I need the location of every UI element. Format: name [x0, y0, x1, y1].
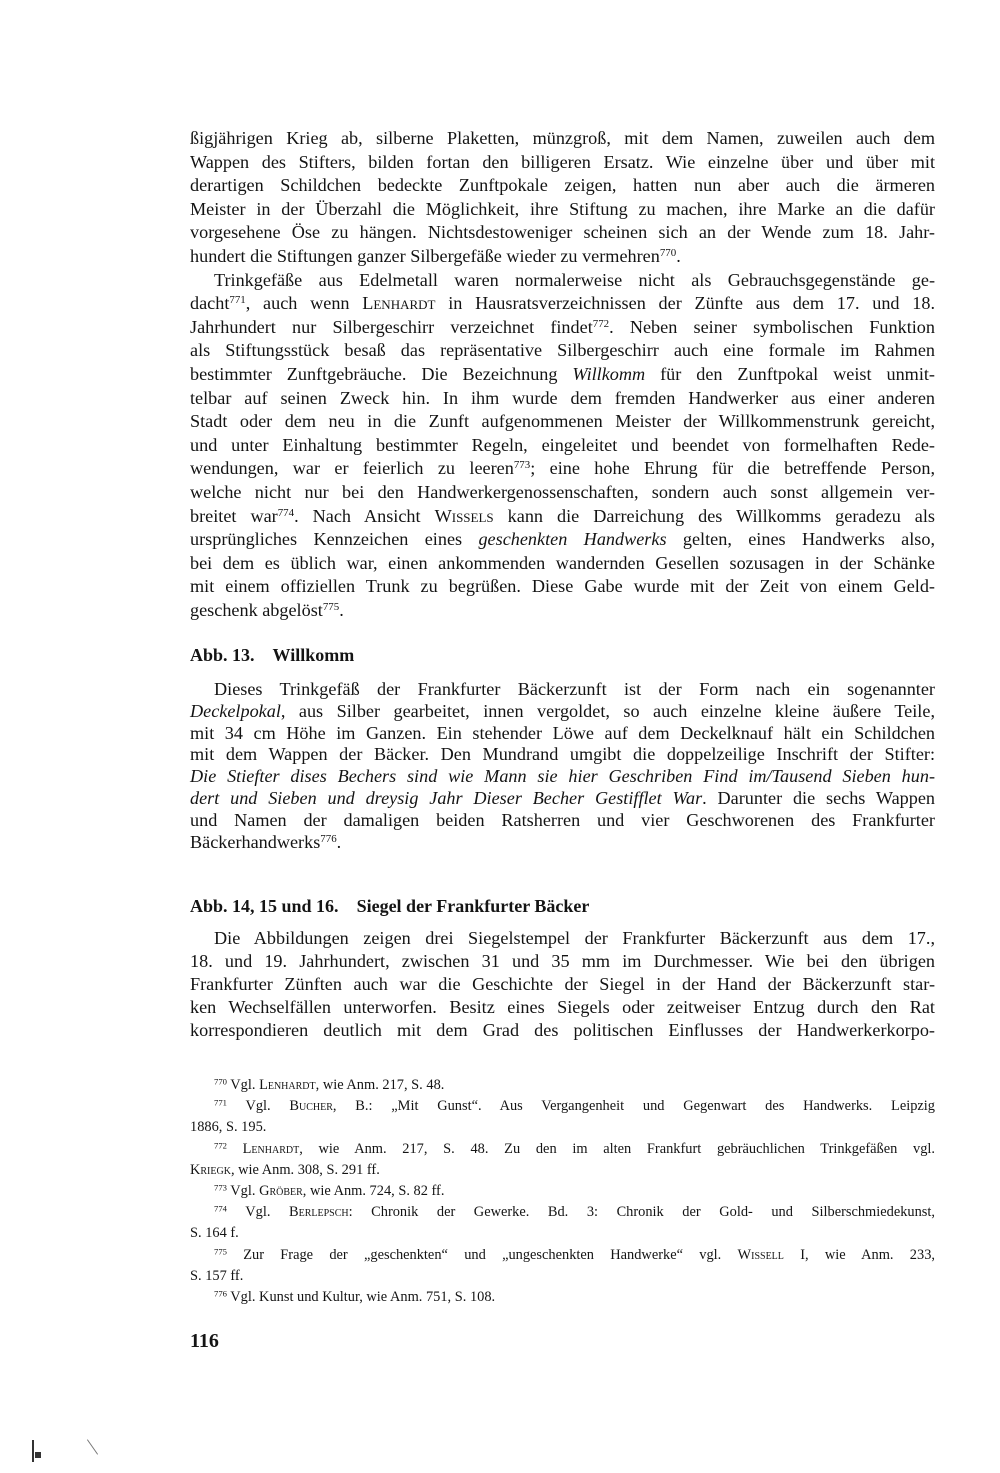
- text-run: .: [336, 831, 342, 852]
- text-run: . Neben seiner symbolischen Funktion: [609, 316, 935, 337]
- text-line: [190, 507, 935, 525]
- text-line: [190, 365, 935, 383]
- text-run: Zur Frage der „geschenkten“ und „ungeschenkten Handwerke“ vgl.: [226, 1246, 738, 1263]
- footnote-ref: 772: [214, 1139, 227, 1150]
- footnote-line: [190, 1139, 935, 1157]
- text-line: [190, 483, 935, 501]
- author-name: Wissels: [434, 505, 494, 526]
- footnote-ref: 774: [277, 506, 295, 519]
- text-line: [190, 680, 935, 698]
- text-line: [190, 577, 935, 595]
- text-line: [190, 247, 935, 265]
- text-run: welche nicht nur bei den Handwerkergenossenschaften, sondern auch sonst allgemein ver-: [190, 482, 935, 502]
- section-heading-abb-14-16: [190, 896, 589, 917]
- italic-text: Willkomm: [572, 364, 646, 384]
- text-run: hundert die Stiftungen ganzer Silbergefäße wieder zu vermehren: [190, 246, 660, 266]
- text-run: Vgl. Kunst und Kultur, wie Anm. 751, S. 108.: [226, 1289, 496, 1305]
- text-run: Vgl.: [226, 1077, 260, 1093]
- text-line: [190, 601, 935, 619]
- text-line: [190, 176, 935, 194]
- text-run: mit dem Wappen der Bäcker. Den Mundrand umgibt die doppelzeilige Inschrift der Stifter:: [190, 744, 935, 765]
- text-run: Wappen des Stifters, bilden fortan den billigeren Ersatz. Wie einzelne über und über mit: [190, 151, 935, 172]
- text-run: Frankfurter Zünften auch war die Geschichte der Siegel in der Hand der Bäckerzunft star-: [190, 974, 935, 994]
- text-run: 1886, S. 195.: [190, 1119, 267, 1136]
- text-line: [190, 341, 935, 359]
- footnote-line: [190, 1226, 935, 1240]
- text-run: Meister in der Überzahl die Möglichkeit, ihre Stiftung zu machen, ihre Marke an die dafür: [190, 198, 935, 219]
- text-line: [190, 745, 935, 763]
- text-line: [190, 1021, 935, 1039]
- footnote-ref: 776: [214, 1288, 227, 1299]
- text-run: , B.: „Mit Gunst“. Aus Vergangenheit und Gegenwart des Handwerks. Leipzig: [332, 1098, 935, 1115]
- text-line: [190, 153, 935, 171]
- text-run: in Hausratsverzeichnissen der Zünfte aus dem 17. und 18.: [435, 293, 935, 314]
- text-run: Vgl.: [226, 1098, 290, 1115]
- text-line: [190, 929, 935, 947]
- italic-text: Deckelpokal: [190, 700, 281, 721]
- text-line: [190, 952, 935, 970]
- text-run: Trinkgefäße aus Edelmetall waren normalerweise nicht als Gebrauchsgegenstände ge-: [214, 269, 935, 290]
- footnote-line: [190, 1205, 935, 1219]
- text-run: I, wie Anm. 233,: [783, 1246, 935, 1263]
- text-run: . Nach Ansicht: [294, 505, 435, 526]
- text-line: [190, 724, 935, 742]
- text-line: [190, 318, 935, 336]
- heading-title: Siegel der Frankfurter Bäcker: [356, 896, 590, 916]
- text-run: , wie Anm. 217, S. 48.: [315, 1077, 445, 1093]
- text-run: S. 164 f.: [190, 1225, 239, 1242]
- footnote-ref: 771: [229, 294, 246, 307]
- text-run: und Namen der damaligen beiden Ratsherren und vier Geschworenen des Frankfurter: [190, 809, 935, 830]
- text-run: : Chronik der Gewerke. Bd. 3: Chronik der Gold- und Silberschmiedekunst,: [348, 1204, 936, 1221]
- text-run: Vgl.: [226, 1204, 289, 1221]
- text-run: ; eine hohe Ehrung für die betreffende Person,: [530, 458, 935, 479]
- footnote-ref: 770: [659, 247, 677, 259]
- text-run: Bäckerhandwerks: [190, 831, 321, 852]
- footnote-ref: 771: [214, 1097, 227, 1108]
- text-line: [190, 412, 935, 430]
- text-line: [190, 789, 935, 807]
- text-run: .: [676, 246, 681, 266]
- footnote-line: [190, 1078, 935, 1092]
- text-run: S. 157 ff.: [190, 1267, 244, 1284]
- scan-artifact: [87, 1439, 98, 1454]
- text-run: , wie Anm. 308, S. 291 ff.: [230, 1161, 380, 1178]
- heading-title: Willkomm: [272, 645, 355, 665]
- page-number: 116: [190, 1330, 219, 1352]
- text-run: dacht: [190, 293, 230, 314]
- footnote-line: [190, 1184, 935, 1198]
- text-run: ken Wechselfällen unterworfen. Besitz eines Siegels oder zeitweiser Entzug durch den Rat: [190, 997, 935, 1017]
- text-run: , wie Anm. 724, S. 82 ff.: [302, 1183, 445, 1199]
- footnote-ref: 775: [322, 601, 340, 613]
- text-run: bei dem es üblich war, einen ankommenden wandernden Gesellen sozusagen in der Schänke: [190, 552, 935, 573]
- text-run: mit einem offiziellen Trunk zu begrüßen. Diese Gabe wurde mit der Zeit von einem Geld-: [190, 576, 935, 597]
- text-run: gelten, eines Handwerks also,: [666, 529, 935, 550]
- footnote-line: [190, 1290, 935, 1304]
- text-line: [190, 702, 935, 720]
- text-run: Jahrhundert nur Silbergeschirr verzeichnet findet: [190, 316, 593, 337]
- text-line: [190, 767, 935, 785]
- author-name: Lenhardt: [259, 1077, 316, 1093]
- author-name: Gröber: [259, 1183, 303, 1199]
- text-line: [190, 530, 935, 548]
- text-run: derartigen Schildchen bedeckte Zunftpokale zeigen, hatten nun aber auch die ärmeren: [190, 175, 935, 196]
- footnote-line: [190, 1269, 935, 1283]
- text-run: [227, 1141, 243, 1157]
- author-name: Wissell: [737, 1246, 784, 1263]
- footnote-ref: 773: [513, 459, 531, 472]
- text-line: [190, 436, 935, 454]
- scan-artifact: [32, 1440, 34, 1462]
- text-line: [190, 129, 935, 147]
- footnote-ref: 775: [214, 1245, 227, 1256]
- text-line: [190, 833, 935, 851]
- scan-artifact: [35, 1452, 41, 1458]
- text-run: korrespondieren deutlich mit dem Grad des politischen Einflusses der Handwerkerkorpo-: [190, 1020, 935, 1040]
- text-run: Die Abbildungen zeigen drei Siegelstempel der Frankfurter Bäckerzunft aus dem 17.,: [214, 928, 935, 948]
- text-line: [190, 223, 935, 241]
- heading-number: Abb. 13.: [190, 645, 255, 665]
- text-run: für den Zunftpokal weist unmit-: [645, 364, 935, 384]
- italic-text: geschenkten Handwerks: [478, 529, 667, 550]
- text-line: [190, 389, 935, 407]
- text-line: [190, 200, 935, 218]
- italic-text: dert und Sieben und dreysig Jahr Dieser Becher Gestifflet War: [190, 788, 703, 808]
- footnote-line: [190, 1120, 935, 1134]
- text-run: geschenk abgelöst: [190, 600, 323, 620]
- footnote-ref: 774: [214, 1203, 227, 1214]
- text-run: breitet war: [190, 505, 278, 526]
- text-run: und unter Einhaltung bestimmter Regeln, eingeleitet und beendet von formelhaften Rede-: [190, 434, 935, 455]
- text-run: wendungen, war er feierlich zu leeren: [190, 458, 514, 479]
- text-run: vorgesehene Öse zu hängen. Nichtsdestoweniger scheinen sich an der Wende zum 18. Jahr-: [190, 222, 935, 243]
- text-run: 18. und 19. Jahrhundert, zwischen 31 und 35 mm im Durchmesser. Wie bei den übrigen: [190, 951, 935, 971]
- text-run: ursprüngliches Kennzeichen eines: [190, 529, 479, 550]
- footnote-ref: 776: [320, 832, 337, 845]
- text-run: .: [339, 600, 344, 620]
- author-name: Lenhardt: [242, 1140, 300, 1157]
- section-heading-abb-13: [190, 645, 354, 666]
- footnote-line: [190, 1163, 935, 1177]
- heading-number: Abb. 14, 15 und 16.: [190, 896, 339, 916]
- text-run: telbar auf seinen Zweck hin. In ihm wurde dem fremden Handwerker aus einer anderen: [190, 387, 935, 408]
- text-line: [190, 998, 935, 1016]
- text-line: [190, 975, 935, 993]
- text-run: ßigjährigen Krieg ab, silberne Plaketten, münzgroß, mit dem Namen, zuweilen auch dem: [190, 128, 935, 148]
- footnote-ref: 772: [592, 317, 610, 330]
- text-run: kann die Darreichung des Willkomms geradezu als: [493, 505, 936, 526]
- text-line: [190, 811, 935, 829]
- author-name: Berlepsch: [288, 1204, 349, 1221]
- author-name: Kriegk: [190, 1161, 231, 1178]
- text-run: Stadt oder dem neu in die Zunft aufgenommenen Meister der Willkommenstrunk gereicht,: [190, 411, 935, 432]
- author-name: Lenhardt: [362, 293, 436, 314]
- italic-text: Die Stiefter dises Bechers sind wie Mann sie hier Geschriben Find im/Tausend Sieben hun-: [190, 766, 935, 787]
- text-run: . Darunter die sechs Wappen: [702, 788, 935, 808]
- text-line: [190, 294, 935, 312]
- text-run: , aus Silber gearbeitet, innen vergoldet, so auch einzelne kleine äußere Teile,: [280, 700, 935, 721]
- text-run: mit 34 cm Höhe im Ganzen. Ein stehender Löwe auf dem Deckelknauf hält ein Schildchen: [190, 722, 935, 743]
- text-line: [190, 271, 935, 289]
- author-name: Bucher: [289, 1098, 333, 1115]
- text-run: Dieses Trinkgefäß der Frankfurter Bäckerzunft ist der Form nach ein sogenannter: [214, 679, 935, 699]
- text-run: , auch wenn: [245, 293, 363, 314]
- footnote-line: [190, 1099, 935, 1113]
- footnote-ref: 770: [214, 1076, 227, 1087]
- text-line: [190, 459, 935, 477]
- footnote-ref: 773: [214, 1182, 227, 1193]
- text-run: bestimmter Zunftgebräuche. Die Bezeichnung: [190, 364, 573, 384]
- text-line: [190, 554, 935, 572]
- text-run: als Stiftungsstück besaß das repräsentative Silbergeschirr auch eine formale im Rahmen: [190, 340, 935, 361]
- footnote-line: [190, 1245, 935, 1263]
- text-run: , wie Anm. 217, S. 48. Zu den im alten Frankfurt gebräuchlichen Trinkgefäßen vgl.: [299, 1140, 935, 1157]
- text-run: Vgl.: [226, 1183, 260, 1199]
